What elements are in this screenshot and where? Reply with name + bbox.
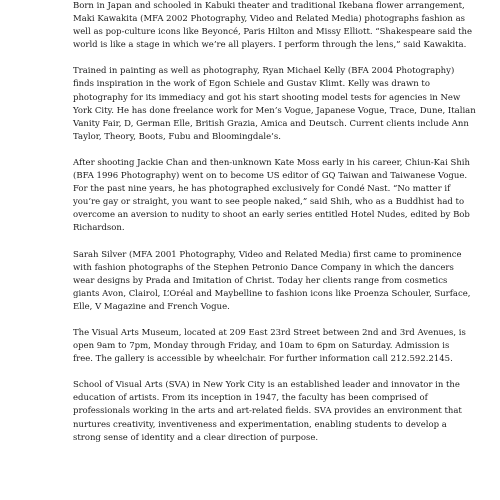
- text-line: Maki Kawakita (MFA 2002 Photography, Video and Related Media) photographs fashion as: [73, 14, 465, 25]
- text-line: Trained in painting as well as photography, Ryan Michael Kelly (BFA 2004 Photography): [73, 66, 455, 77]
- paragraph-sva-about: [73, 379, 462, 444]
- text-line: finds inspiration in the work of Egon Schiele and Gustav Klimt. Kelly was drawn to: [73, 79, 430, 90]
- text-line: open 9am to 7pm, Monday through Friday, and 10am to 6pm on Saturday. Admission is: [73, 341, 450, 352]
- paragraph-kawakita: [73, 0, 473, 52]
- text-line: nurtures creativity, inventiveness and experimentation, enabling students to develop a: [73, 419, 447, 430]
- paragraph-kelly: [73, 65, 476, 144]
- text-line: (BFA 1996 Photography) went on to become US editor of GQ Taiwan and Taiwanese Vogue.: [73, 171, 468, 182]
- document-body: [73, 0, 476, 458]
- text-line: The Visual Arts Museum, located at 209 East 23rd Street between 2nd and 3rd Avenues, is: [73, 327, 466, 338]
- paragraph-shih: [73, 157, 471, 236]
- text-line: wear designs by Prada and Imitation of Christ. Today her clients range from cosmetics: [73, 275, 448, 286]
- text-line: giants Avon, Clairol, L’Oréal and Maybelline to fashion icons like Proenza Schouler, Surface,: [73, 288, 471, 299]
- text-line: overcome an aversion to nudity to shoot an early series entitled Hotel Nudes, edited by Bob: [73, 210, 470, 221]
- text-line: Taylor, Theory, Boots, Fubu and Bloomingdale’s.: [73, 131, 281, 142]
- text-line: Born in Japan and schooled in Kabuki theater and traditional Ikebana flower arrangement,: [73, 1, 465, 11]
- text-line: education of artists. From its inception in 1947, the faculty has been comprised of: [73, 393, 428, 404]
- text-line: world is like a stage in which we’re all players. I perform through the lens,” said Kawakita.: [73, 40, 467, 51]
- text-line: Richardson.: [73, 223, 125, 234]
- text-line: you’re gay or straight, you want to see people naked,” said Shih, who as a Buddhist had to: [73, 197, 465, 208]
- text-line: photography for its immediacy and got his start shooting model tests for agencies in New: [73, 92, 461, 103]
- text-line: Sarah Silver (MFA 2001 Photography, Video and Related Media) first came to prominence: [73, 249, 462, 260]
- text-line: For the past nine years, he has photographed exclusively for Condé Nast. “No matter if: [73, 184, 451, 195]
- text-line: well as pop-culture icons like Beyoncé, Paris Hilton and Missy Elliott. “Shakespeare said the: [73, 27, 473, 38]
- text-line: strong sense of identity and a clear direction of purpose.: [73, 432, 319, 443]
- text-line: School of Visual Arts (SVA) in New York City is an established leader and innovator in the: [73, 380, 460, 391]
- text-line: Elle, V Magazine and French Vogue.: [73, 301, 230, 312]
- paragraph-museum-info: [73, 327, 466, 366]
- text-line: After shooting Jackie Chan and then-unknown Kate Moss early in his career, Chiun-Kai Shih: [73, 157, 471, 168]
- text-line: York City. He has done freelance work for Men’s Vogue, Japanese Vogue, Trace, Dune, Italian: [73, 105, 476, 116]
- text-line: Vanity Fair, D, German Elle, British Grazia, Amica and Deutsch. Current clients include Ann: [73, 118, 469, 129]
- text-line: free. The gallery is accessible by wheelchair. For further information call 212.592.2145.: [73, 354, 453, 365]
- text-line: professionals working in the arts and art-related fields. SVA provides an environment that: [73, 406, 462, 417]
- paragraph-silver: [73, 249, 471, 314]
- text-line: with fashion photographs of the Stephen Petronio Dance Company in which the dancers: [73, 262, 454, 273]
